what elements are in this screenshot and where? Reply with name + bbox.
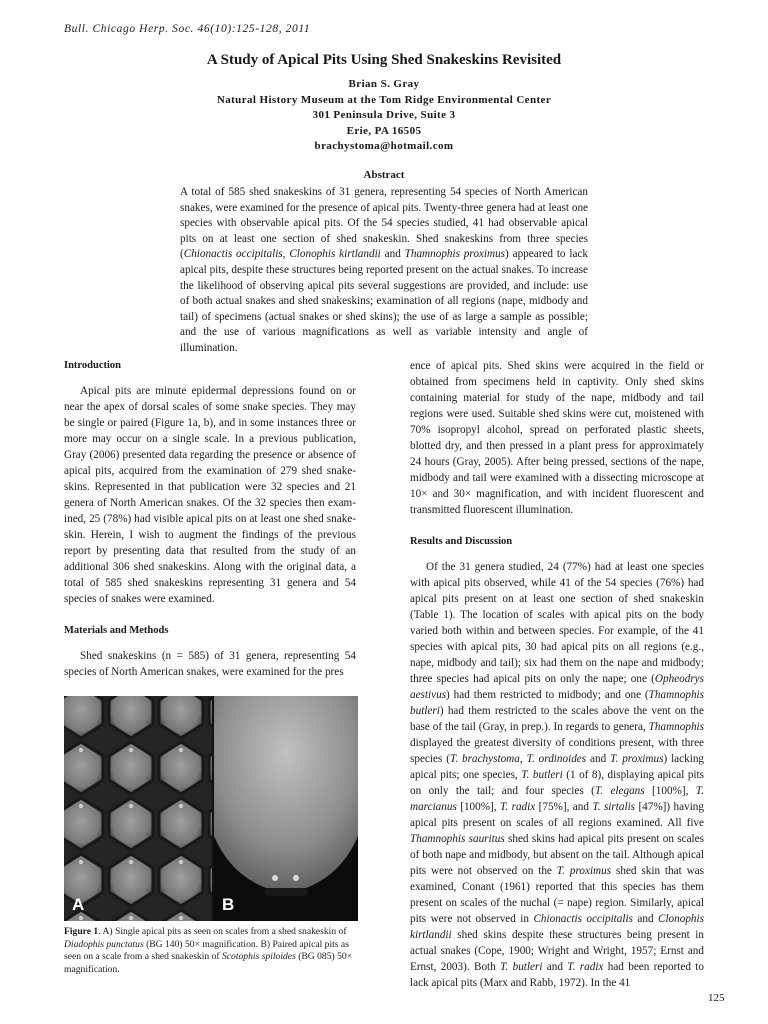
methods-paragraph-continued: ence of apical pits. Shed skins were acquired in the field or obtained from specimens held in captivity. Only shed skins containing material for study of the nape, midbody and tail regions were used. Suitable shed skins were cut, moistened with 70% isopropyl alcohol, spread on perforated plastic sheets, blotted dry, and then pressed in a plant press for approximately 24 hours (Gray, 2005). After being pressed, sections of the nape, midbody and tail were examined with a dissecting microscope at 10× and 30× magnification, and with incident fluorescent and transmitted fluorescent illumination. [410, 360, 704, 516]
author-block [0, 77, 768, 155]
abstract-heading: Abstract [363, 169, 405, 181]
page-number: 125 [708, 992, 725, 1004]
results-heading: Results and Discussion [410, 536, 513, 547]
author-address-city: Erie, PA 16505 [346, 124, 422, 137]
introduction-paragraph: Apical pits are minute epidermal depressions found on or near the apex of dorsal scales of some snake species. They may be single or paired (Figure 1a, b), and in some instances three or more may occur on a single scale. In a previous publication, Gray (2006) presented data regarding the presence or absence of apical pits, acquired from the examination of 279 shed snakeskins. Represented in that publication were 32 species and 21 genera of North American snakes. Of the 32 species then examined, 25 (78%) had visible apical pits on at least one shed snakeskin. Herein, I wish to augment the findings of the previous report by presenting data that resulted from the study of an additional 306 shed snakeskins. Along with the original data, a total of 585 shed snakeskins representing 31 genera and 54 species of snakes were examined. [64, 385, 356, 605]
methods-heading: Materials and Methods [64, 625, 169, 636]
author-address-street: 301 Peninsula Drive, Suite 3 [312, 109, 456, 121]
introduction-heading: Introduction [64, 360, 121, 371]
figure-caption [64, 926, 360, 976]
methods-paragraph-start: Shed snakeskins (n = 585) of 31 genera, representing 54 species of North American snakes, were examined for the pres [64, 650, 356, 678]
running-head: Bull. Chicago Herp. Soc. 46(10):125-128, 2011 [64, 23, 311, 35]
abstract-text: A total of 585 shed snakeskins of 31 genera, representing 54 species of North American snakes, were examined for the presence of apical pits. Twenty-three genera had at least one species with observable apical pits. Of the 54 species studied, 41 had observable apical pits on at least one section of shed snakeskin. Shed snakeskins from three species (Chionactis occipitalis, Clonophis kirtlandii and Thamnophis proximus) appeared to lack apical pits, despite these structures being reported present on the actual snakes. To increase the likelihood of observing apical pits several suggestions are provided, and include: use of both actual snakes and shed snakeskins; examination of all regions (nape, midbody and tail) of specimens (actual snakes or shed skins); the use of as large a sample as possible; and the use of various magnifications as well as variable intensity and angle of illumination. [180, 186, 588, 354]
scale-pattern-image [64, 696, 212, 921]
panel-a-label: A [72, 895, 85, 914]
right-column [410, 358, 704, 991]
figure-panel-a-image [64, 696, 212, 921]
figure-caption-text: . A) Single apical pits as seen on scales from a shed snakeskin of Diadophis punctatus (BG 140) 50× magnification. B) Paired apical pits as seen on a scale from a shed snakeskin of Scotophis spiloides (BG 085) 50× magnification. [64, 926, 353, 975]
single-scale-image [214, 696, 358, 921]
figure-1 [64, 696, 358, 921]
figure-panel-b-image [214, 696, 358, 921]
left-column [64, 358, 356, 680]
author-affiliation: Natural History Museum at the Tom Ridge Environmental Center [216, 93, 552, 106]
figure-caption-label: Figure 1 [64, 926, 99, 937]
panel-b-label: B [222, 895, 235, 914]
author-email[interactable]: brachystoma@hotmail.com [314, 140, 454, 152]
author-name: Brian S. Gray [348, 78, 420, 90]
article-title: A Study of Apical Pits Using Shed Snakeskins Revisited [206, 52, 562, 68]
results-paragraph: Of the 31 genera studied, 24 (77%) had at least one species with apical pits observed, while 41 of the 54 species (76%) had apical pits present on at least one section of shed snakeskin (Table 1). The location of scales with apical pits on the body varied both within and between species. For example, of the 41 species with apical pits, 30 had apical pits on all regions (e.g., nape, midbody and tail); six had them on the nape and midbody; three species had apical pits on only the nape; one (Opheodrys aestivus) had them restricted to midbody; and one (Thamnophis butleri) had them restricted to the scales above the vent on the base of the tail (Gray, in prep.). In regards to genera, Thamnophis displayed the greatest diversity of conditions present, with three species (T. brachystoma, T. ordinoides and T. proximus) lacking apical pits; one species, T. butleri (1 of 8), displaying apical pits on only the tail; and four species (T. elegans [100%], T. marcianus [100%], T. radix [75%], and T. sirtalis [47%]) having apical pits present on scales of all regions examined. All five Thamnophis sauritus shed skins had apical pits present on scales of both nape and midbody, but absent on the tail. Although apical pits were not observed on the T. proximus shed skin that was examined, Conant (1961) reported that this species has them present on scales of the nuchal (= nape) region. Similarly, apical pits were not observed in Chionactis occipitalis and Clonophis kirtlandii shed skins despite these structures being present in actual snakes (Cope, 1900; Wright and Wright, 1957; Ernst and Ernst, 2003). Both T. butleri and T. radix had been reported to lack apical pits (Marx and Rabb, 1972). In the 41 [410, 561, 705, 989]
